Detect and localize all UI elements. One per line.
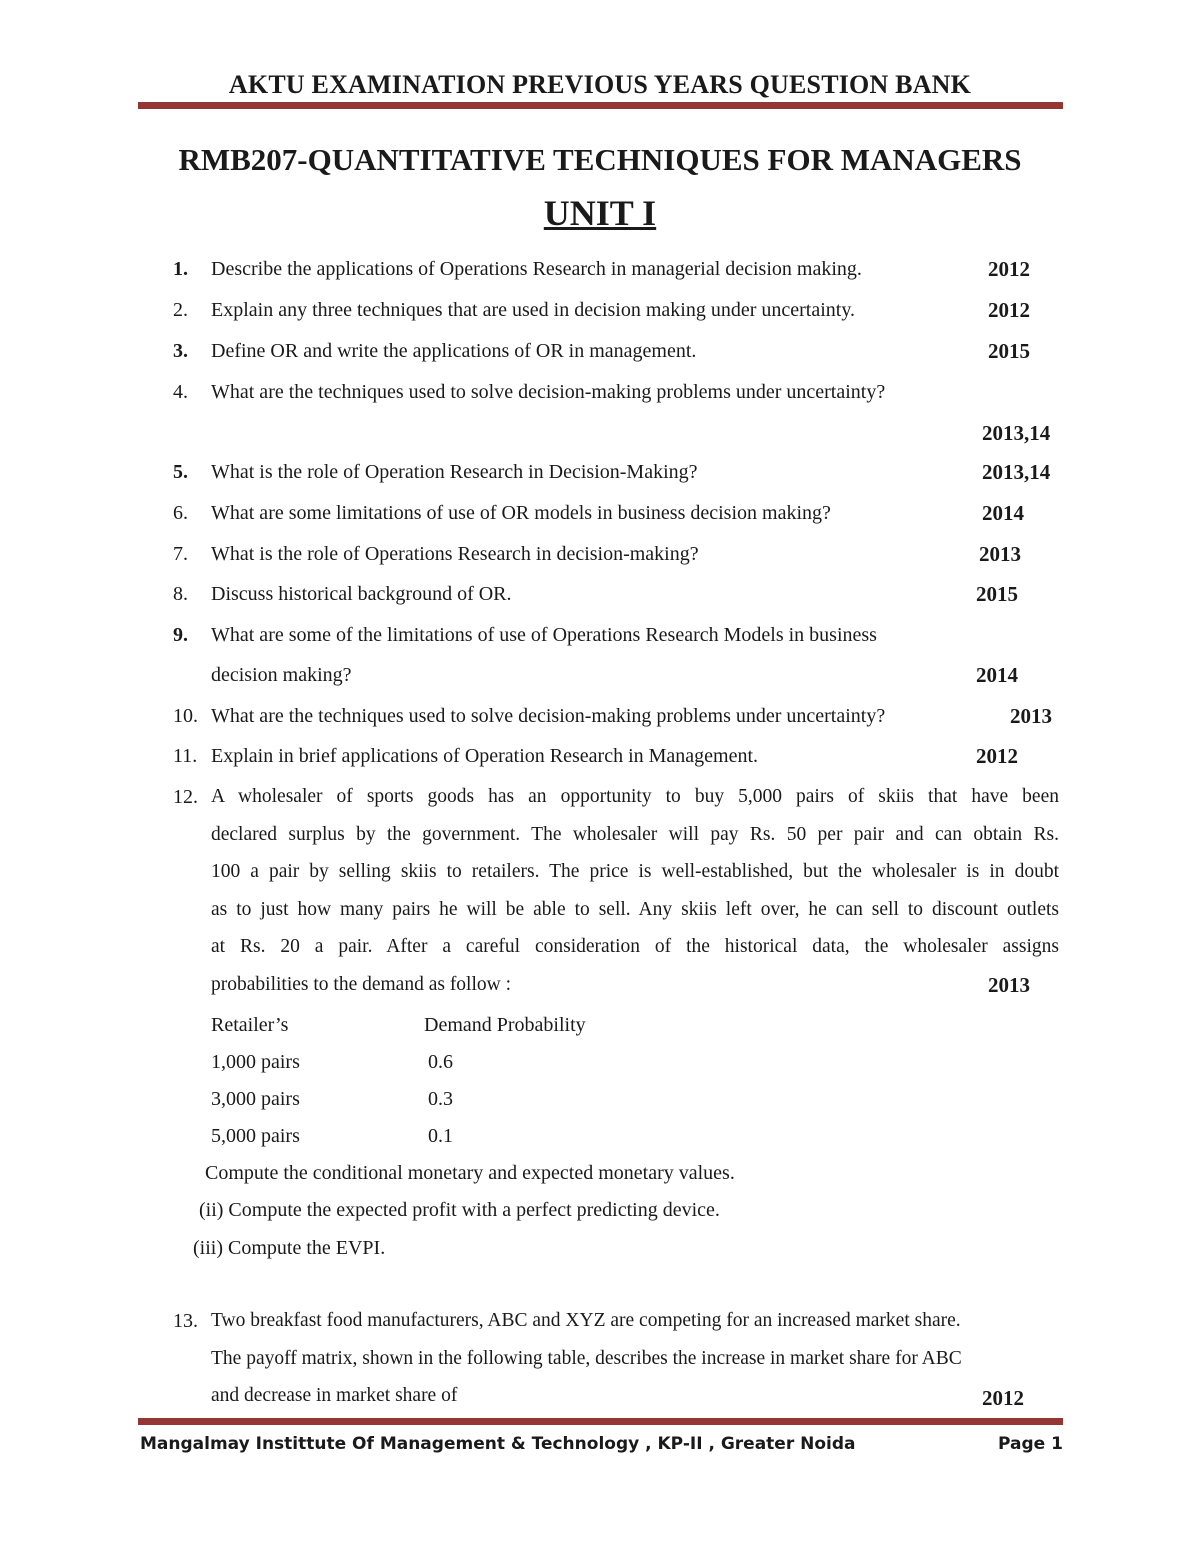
question-year: 2013 bbox=[1010, 704, 1052, 728]
question-text: What is the role of Operation Research in Decision-Making? bbox=[211, 461, 698, 483]
question-year: 2013,14 bbox=[982, 421, 1051, 445]
paragraph-line: as to just how many pairs he will be able to sell. Any skiis left over, he can sell to discount outlets bbox=[211, 898, 1059, 920]
question-number: 1. bbox=[173, 258, 188, 280]
subpart: (iii) Compute the EVPI. bbox=[193, 1237, 386, 1259]
table-cell: 0.3 bbox=[428, 1088, 453, 1110]
question-text: Describe the applications of Operations Research in managerial decision making. bbox=[211, 258, 862, 280]
table-cell: 1,000 pairs bbox=[211, 1051, 300, 1073]
paragraph-line: Two breakfast food manufacturers, ABC and XYZ are competing for an increased market share. bbox=[211, 1310, 961, 1331]
question-text: Explain in brief applications of Operation Research in Management. bbox=[211, 745, 759, 767]
footer-institute: Mangalmay Instittute Of Management & Technology , KP-II , Greater Noida bbox=[140, 1434, 856, 1454]
question-year: 2015 bbox=[988, 339, 1030, 363]
question-number: 4. bbox=[173, 381, 188, 403]
paragraph-line: declared surplus by the government. The wholesaler will pay Rs. 50 per pair and can obtain Rs. bbox=[211, 823, 1059, 845]
question-text: Define OR and write the applications of OR in management. bbox=[211, 340, 697, 362]
paragraph-line: 100 a pair by selling skiis to retailers. The price is well-established, but the wholesaler is in doubt bbox=[211, 861, 1059, 882]
question-year: 2012 bbox=[976, 744, 1018, 768]
footer-rule bbox=[138, 1418, 1063, 1425]
table-header-probability: Demand Probability bbox=[424, 1014, 586, 1036]
question-number: 9. bbox=[173, 624, 188, 646]
page-number: Page 1 bbox=[998, 1434, 1063, 1454]
table-cell: 0.6 bbox=[428, 1051, 453, 1073]
subpart: Compute the conditional monetary and expected monetary values. bbox=[205, 1162, 735, 1184]
question-text: Explain any three techniques that are used in decision making under uncertainty. bbox=[211, 299, 856, 321]
question-number: 11. bbox=[173, 745, 198, 767]
question-number: 3. bbox=[173, 340, 188, 362]
question-text: What are the techniques used to solve decision-making problems under uncertainty? bbox=[211, 381, 886, 403]
question-text: Discuss historical background of OR. bbox=[211, 583, 512, 605]
question-text: What are some limitations of use of OR models in business decision making? bbox=[211, 502, 831, 524]
paragraph-line: probabilities to the demand as follow : bbox=[211, 973, 512, 995]
unit-title: UNIT I bbox=[543, 193, 657, 233]
question-year: 2013 bbox=[979, 542, 1021, 566]
question-text: What are the techniques used to solve decision-making problems under uncertainty? bbox=[211, 705, 886, 727]
question-number: 5. bbox=[173, 461, 188, 483]
header-rule bbox=[138, 102, 1063, 109]
table-cell: 0.1 bbox=[428, 1125, 453, 1147]
question-number: 13. bbox=[173, 1310, 198, 1332]
question-number: 8. bbox=[173, 583, 188, 605]
question-year: 2012 bbox=[982, 1386, 1024, 1410]
question-text: What are some of the limitations of use of Operations Research Models in business bbox=[211, 624, 877, 646]
question-text: What is the role of Operations Research in decision-making? bbox=[211, 543, 699, 565]
question-year: 2012 bbox=[988, 257, 1030, 281]
question-paragraph bbox=[211, 1302, 1051, 1415]
question-year: 2015 bbox=[976, 582, 1018, 606]
question-year: 2014 bbox=[976, 663, 1018, 687]
paragraph-line: The payoff matrix, shown in the following table, describes the increase in market share for ABC bbox=[211, 1347, 962, 1369]
subpart: (ii) Compute the expected profit with a perfect predicting device. bbox=[199, 1199, 720, 1221]
question-year: 2013,14 bbox=[982, 460, 1051, 484]
question-paragraph bbox=[211, 778, 1059, 1003]
header-title: AKTU EXAMINATION PREVIOUS YEARS QUESTION BANK bbox=[228, 70, 972, 99]
paragraph-line: and decrease in market share of bbox=[211, 1385, 458, 1406]
question-number: 10. bbox=[173, 705, 198, 727]
question-number: 7. bbox=[173, 543, 188, 565]
question-number: 12. bbox=[173, 786, 198, 808]
paragraph-line: at Rs. 20 a pair. After a careful consideration of the historical data, the wholesaler assigns bbox=[211, 936, 1059, 957]
question-number: 2. bbox=[173, 299, 188, 321]
paragraph-line: A wholesaler of sports goods has an opportunity to buy 5,000 pairs of skiis that have been bbox=[211, 786, 1059, 807]
course-title: RMB207-QUANTITATIVE TECHNIQUES FOR MANAGERS bbox=[178, 142, 1022, 177]
question-number: 6. bbox=[173, 502, 188, 524]
table-cell: 5,000 pairs bbox=[211, 1125, 300, 1147]
question-year: 2013 bbox=[988, 973, 1030, 997]
question-year: 2012 bbox=[988, 298, 1030, 322]
table-header-retailer: Retailer’s bbox=[211, 1014, 289, 1036]
table-cell: 3,000 pairs bbox=[211, 1088, 300, 1110]
question-text-continued: decision making? bbox=[211, 664, 352, 686]
question-year: 2014 bbox=[982, 501, 1024, 525]
